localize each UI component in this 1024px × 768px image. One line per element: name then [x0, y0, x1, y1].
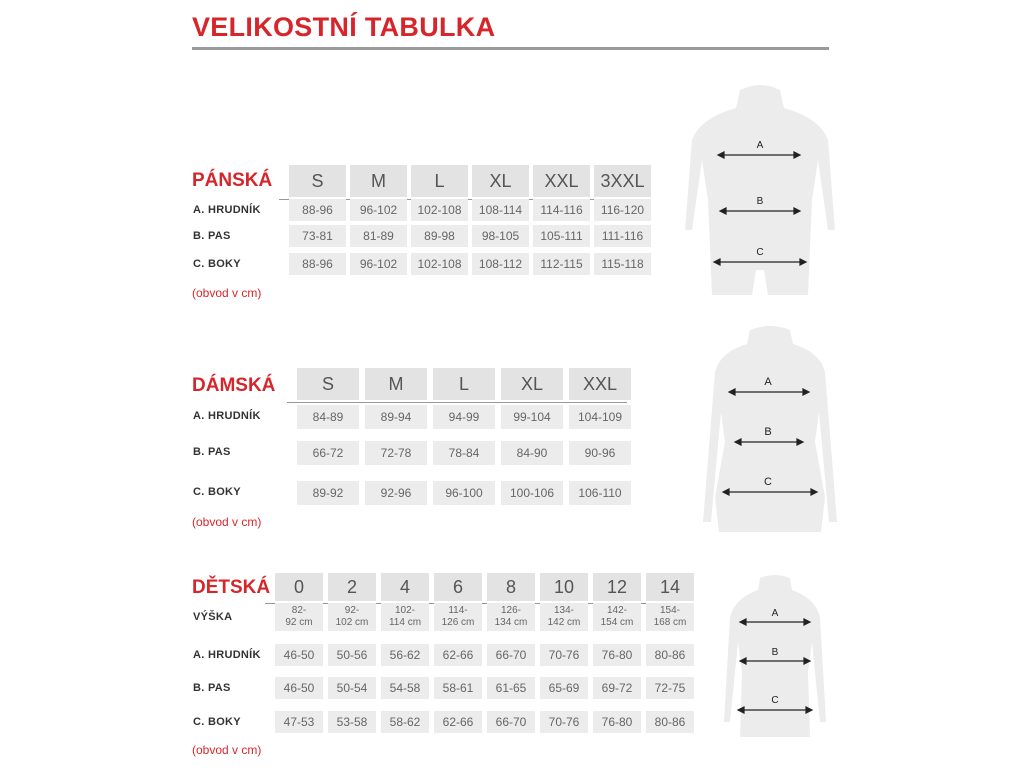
title-divider — [192, 47, 829, 50]
men-value-cell: 108-112 — [472, 253, 529, 275]
height-line: 114- — [448, 605, 468, 616]
height-line: 154 cm — [600, 617, 634, 628]
men-size-header: L — [411, 165, 468, 197]
men-row-label: C. BOKY — [193, 258, 241, 270]
kids-size-header: 14 — [646, 573, 694, 601]
height-line: 142 cm — [547, 617, 581, 628]
women-row-label: A. HRUDNÍK — [193, 410, 261, 422]
men-row-label: B. PAS — [193, 230, 231, 242]
women-row-label: B. PAS — [193, 446, 231, 458]
women-value-cell: 96-100 — [433, 481, 495, 505]
men-value-cell: 96-102 — [350, 199, 407, 221]
kids-height-cell — [487, 603, 535, 631]
height-line: 82- — [291, 605, 307, 616]
women-value-cell: 100-106 — [501, 481, 563, 505]
men-body-figure — [680, 80, 840, 295]
figure-label-b: B — [756, 196, 764, 207]
kids-value-cell: 70-76 — [540, 644, 588, 666]
men-value-cell: 116-120 — [594, 199, 651, 221]
kids-value-cell: 58-61 — [434, 677, 482, 699]
women-header-rule — [287, 402, 627, 403]
women-body-figure — [695, 322, 845, 532]
men-size-header: 3XXL — [594, 165, 651, 197]
men-value-cell: 112-115 — [533, 253, 590, 275]
kids-value-cell: 50-56 — [328, 644, 376, 666]
women-value-cell: 89-92 — [297, 481, 359, 505]
kids-value-cell: 76-80 — [593, 711, 641, 733]
men-value-cell: 89-98 — [411, 225, 468, 247]
height-line: 154- — [659, 605, 680, 616]
men-value-cell: 102-108 — [411, 253, 468, 275]
figure-label-c: C — [764, 476, 772, 488]
women-value-cell: 66-72 — [297, 441, 359, 465]
kids-body-figure — [720, 572, 830, 737]
height-line: 92 cm — [285, 617, 313, 628]
kids-value-cell: 66-70 — [487, 711, 535, 733]
figure-label-b: B — [771, 647, 779, 658]
height-line: 142- — [606, 605, 627, 616]
women-size-header: S — [297, 368, 359, 400]
women-section-title: DÁMSKÁ — [192, 375, 276, 396]
kids-value-cell: 56-62 — [381, 644, 429, 666]
kids-value-cell: 70-76 — [540, 711, 588, 733]
figure-label-c: C — [756, 247, 764, 258]
women-size-header: M — [365, 368, 427, 400]
kids-row-label: VÝŠKA — [193, 611, 233, 623]
kids-size-header: 4 — [381, 573, 429, 601]
women-value-cell: 89-94 — [365, 405, 427, 429]
kids-note: (obvod v cm) — [192, 743, 262, 757]
kids-value-cell: 66-70 — [487, 644, 535, 666]
height-line: 134 cm — [494, 617, 528, 628]
kids-value-cell: 46-50 — [275, 644, 323, 666]
men-section-title: PÁNSKÁ — [192, 170, 273, 191]
height-line: 126 cm — [441, 617, 475, 628]
kids-value-cell: 47-53 — [275, 711, 323, 733]
kids-height-cell — [646, 603, 694, 631]
kids-value-cell: 50-54 — [328, 677, 376, 699]
kids-row-label: C. BOKY — [193, 716, 241, 728]
women-value-cell: 90-96 — [569, 441, 631, 465]
kids-row-label: A. HRUDNÍK — [193, 649, 261, 661]
kids-value-cell: 80-86 — [646, 644, 694, 666]
men-value-cell: 88-96 — [289, 253, 346, 275]
kids-section-title: DĚTSKÁ — [192, 577, 271, 598]
kids-size-header: 0 — [275, 573, 323, 601]
women-note: (obvod v cm) — [192, 515, 262, 529]
kids-size-header: 10 — [540, 573, 588, 601]
kids-value-cell: 62-66 — [434, 644, 482, 666]
height-line: 102- — [394, 605, 415, 616]
women-value-cell: 99-104 — [501, 405, 563, 429]
kids-height-cell — [540, 603, 588, 631]
height-line: 168 cm — [653, 617, 687, 628]
men-value-cell: 108-114 — [472, 199, 529, 221]
figure-label-b: B — [764, 426, 772, 438]
figure-label-c: C — [771, 695, 779, 706]
kids-value-cell: 76-80 — [593, 644, 641, 666]
kids-value-cell: 61-65 — [487, 677, 535, 699]
kids-value-cell: 54-58 — [381, 677, 429, 699]
women-size-header: XXL — [569, 368, 631, 400]
height-line: 92- — [344, 605, 360, 616]
men-size-header: M — [350, 165, 407, 197]
height-line: 126- — [500, 605, 521, 616]
kids-size-header: 8 — [487, 573, 535, 601]
women-value-cell: 84-89 — [297, 405, 359, 429]
men-size-header: S — [289, 165, 346, 197]
figure-label-a: A — [756, 140, 764, 151]
kids-height-cell — [328, 603, 376, 631]
kids-value-cell: 72-75 — [646, 677, 694, 699]
kids-height-cell — [593, 603, 641, 631]
women-value-cell: 84-90 — [501, 441, 563, 465]
kids-size-header: 6 — [434, 573, 482, 601]
men-value-cell: 105-111 — [533, 225, 590, 247]
men-value-cell: 81-89 — [350, 225, 407, 247]
women-value-cell: 106-110 — [569, 481, 631, 505]
men-value-cell: 88-96 — [289, 199, 346, 221]
men-note: (obvod v cm) — [192, 286, 262, 300]
women-size-header: L — [433, 368, 495, 400]
kids-value-cell: 65-69 — [540, 677, 588, 699]
men-value-cell: 73-81 — [289, 225, 346, 247]
women-value-cell: 94-99 — [433, 405, 495, 429]
women-row-label: C. BOKY — [193, 486, 241, 498]
women-value-cell: 104-109 — [569, 405, 631, 429]
men-size-header: XL — [472, 165, 529, 197]
men-value-cell: 114-116 — [533, 199, 590, 221]
men-value-cell: 98-105 — [472, 225, 529, 247]
kids-height-cell — [275, 603, 323, 631]
men-row-label: A. HRUDNÍK — [193, 204, 261, 216]
women-size-header: XL — [501, 368, 563, 400]
kids-height-cell — [434, 603, 482, 631]
men-value-cell: 96-102 — [350, 253, 407, 275]
women-value-cell: 78-84 — [433, 441, 495, 465]
kids-value-cell: 46-50 — [275, 677, 323, 699]
kids-value-cell: 80-86 — [646, 711, 694, 733]
figure-label-a: A — [771, 608, 779, 619]
men-size-header: XXL — [533, 165, 590, 197]
kids-height-cell — [381, 603, 429, 631]
kids-row-label: B. PAS — [193, 682, 231, 694]
men-value-cell: 115-118 — [594, 253, 651, 275]
figure-label-a: A — [764, 376, 772, 388]
women-value-cell: 72-78 — [365, 441, 427, 465]
height-line: 102 cm — [335, 617, 369, 628]
kids-value-cell: 69-72 — [593, 677, 641, 699]
height-line: 134- — [553, 605, 574, 616]
height-line: 114 cm — [388, 617, 422, 628]
men-value-cell: 102-108 — [411, 199, 468, 221]
kids-value-cell: 58-62 — [381, 711, 429, 733]
kids-value-cell: 53-58 — [328, 711, 376, 733]
men-value-cell: 111-116 — [594, 225, 651, 247]
women-value-cell: 92-96 — [365, 481, 427, 505]
kids-size-header: 12 — [593, 573, 641, 601]
page-title: VELIKOSTNÍ TABULKA — [192, 12, 496, 42]
kids-size-header: 2 — [328, 573, 376, 601]
kids-value-cell: 62-66 — [434, 711, 482, 733]
